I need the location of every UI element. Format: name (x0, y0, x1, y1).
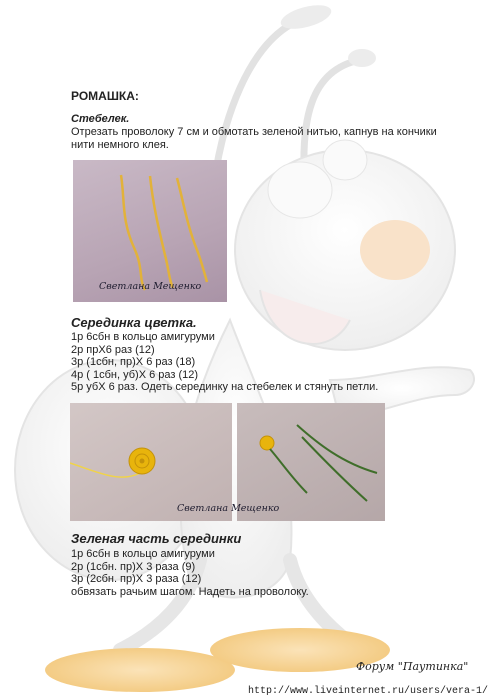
green-row-2: 2р (1сбн. пр)Х 3 раза (9) (71, 560, 196, 573)
green-instructions (71, 548, 309, 598)
photo-wire-stems (73, 160, 227, 302)
center-row-2: 2р прХ6 раз (12) (71, 343, 155, 356)
green-row-4: обвязать рачьим шагом. Надеть на проволоку. (71, 585, 309, 598)
source-url: http://www.liveinternet.ru/users/vera-1/ (248, 686, 489, 697)
stem-instructions: Отрезать проволоку 7 см и обмотать зеленой нитью, капнув на кончики нити немного клея. (71, 126, 437, 151)
green-row-3: 3р (2сбн. пр)Х 3 раза (12) (71, 573, 202, 585)
center-row-1: 1р 6сбн в кольцо амигуруми (71, 331, 215, 343)
photo-watermark: Светлана Мещенко (99, 281, 202, 292)
photo-watermark-2: Светлана Мещенко (177, 503, 280, 514)
center-row-5: 5р убХ 6 раз. Одеть серединку на стебелек и стянуть петли. (71, 381, 379, 393)
page-title: РОМАШКА: (71, 89, 139, 103)
green-row-1: 1р 6сбн в кольцо амигуруми (71, 548, 215, 560)
center-instructions (71, 331, 378, 394)
center-row-3: 3р (1сбн, пр)Х 6 раз (18) (71, 356, 196, 368)
stem-heading: Стебелек. (71, 113, 130, 125)
center-row-4: 4р ( 1сбн, уб)Х 6 раз (12) (71, 368, 199, 381)
center-heading: Серединка цветка. (71, 315, 197, 330)
green-heading: Зеленая часть серединки (71, 531, 242, 546)
forum-signature: Форум "Паутинка" (356, 660, 469, 673)
